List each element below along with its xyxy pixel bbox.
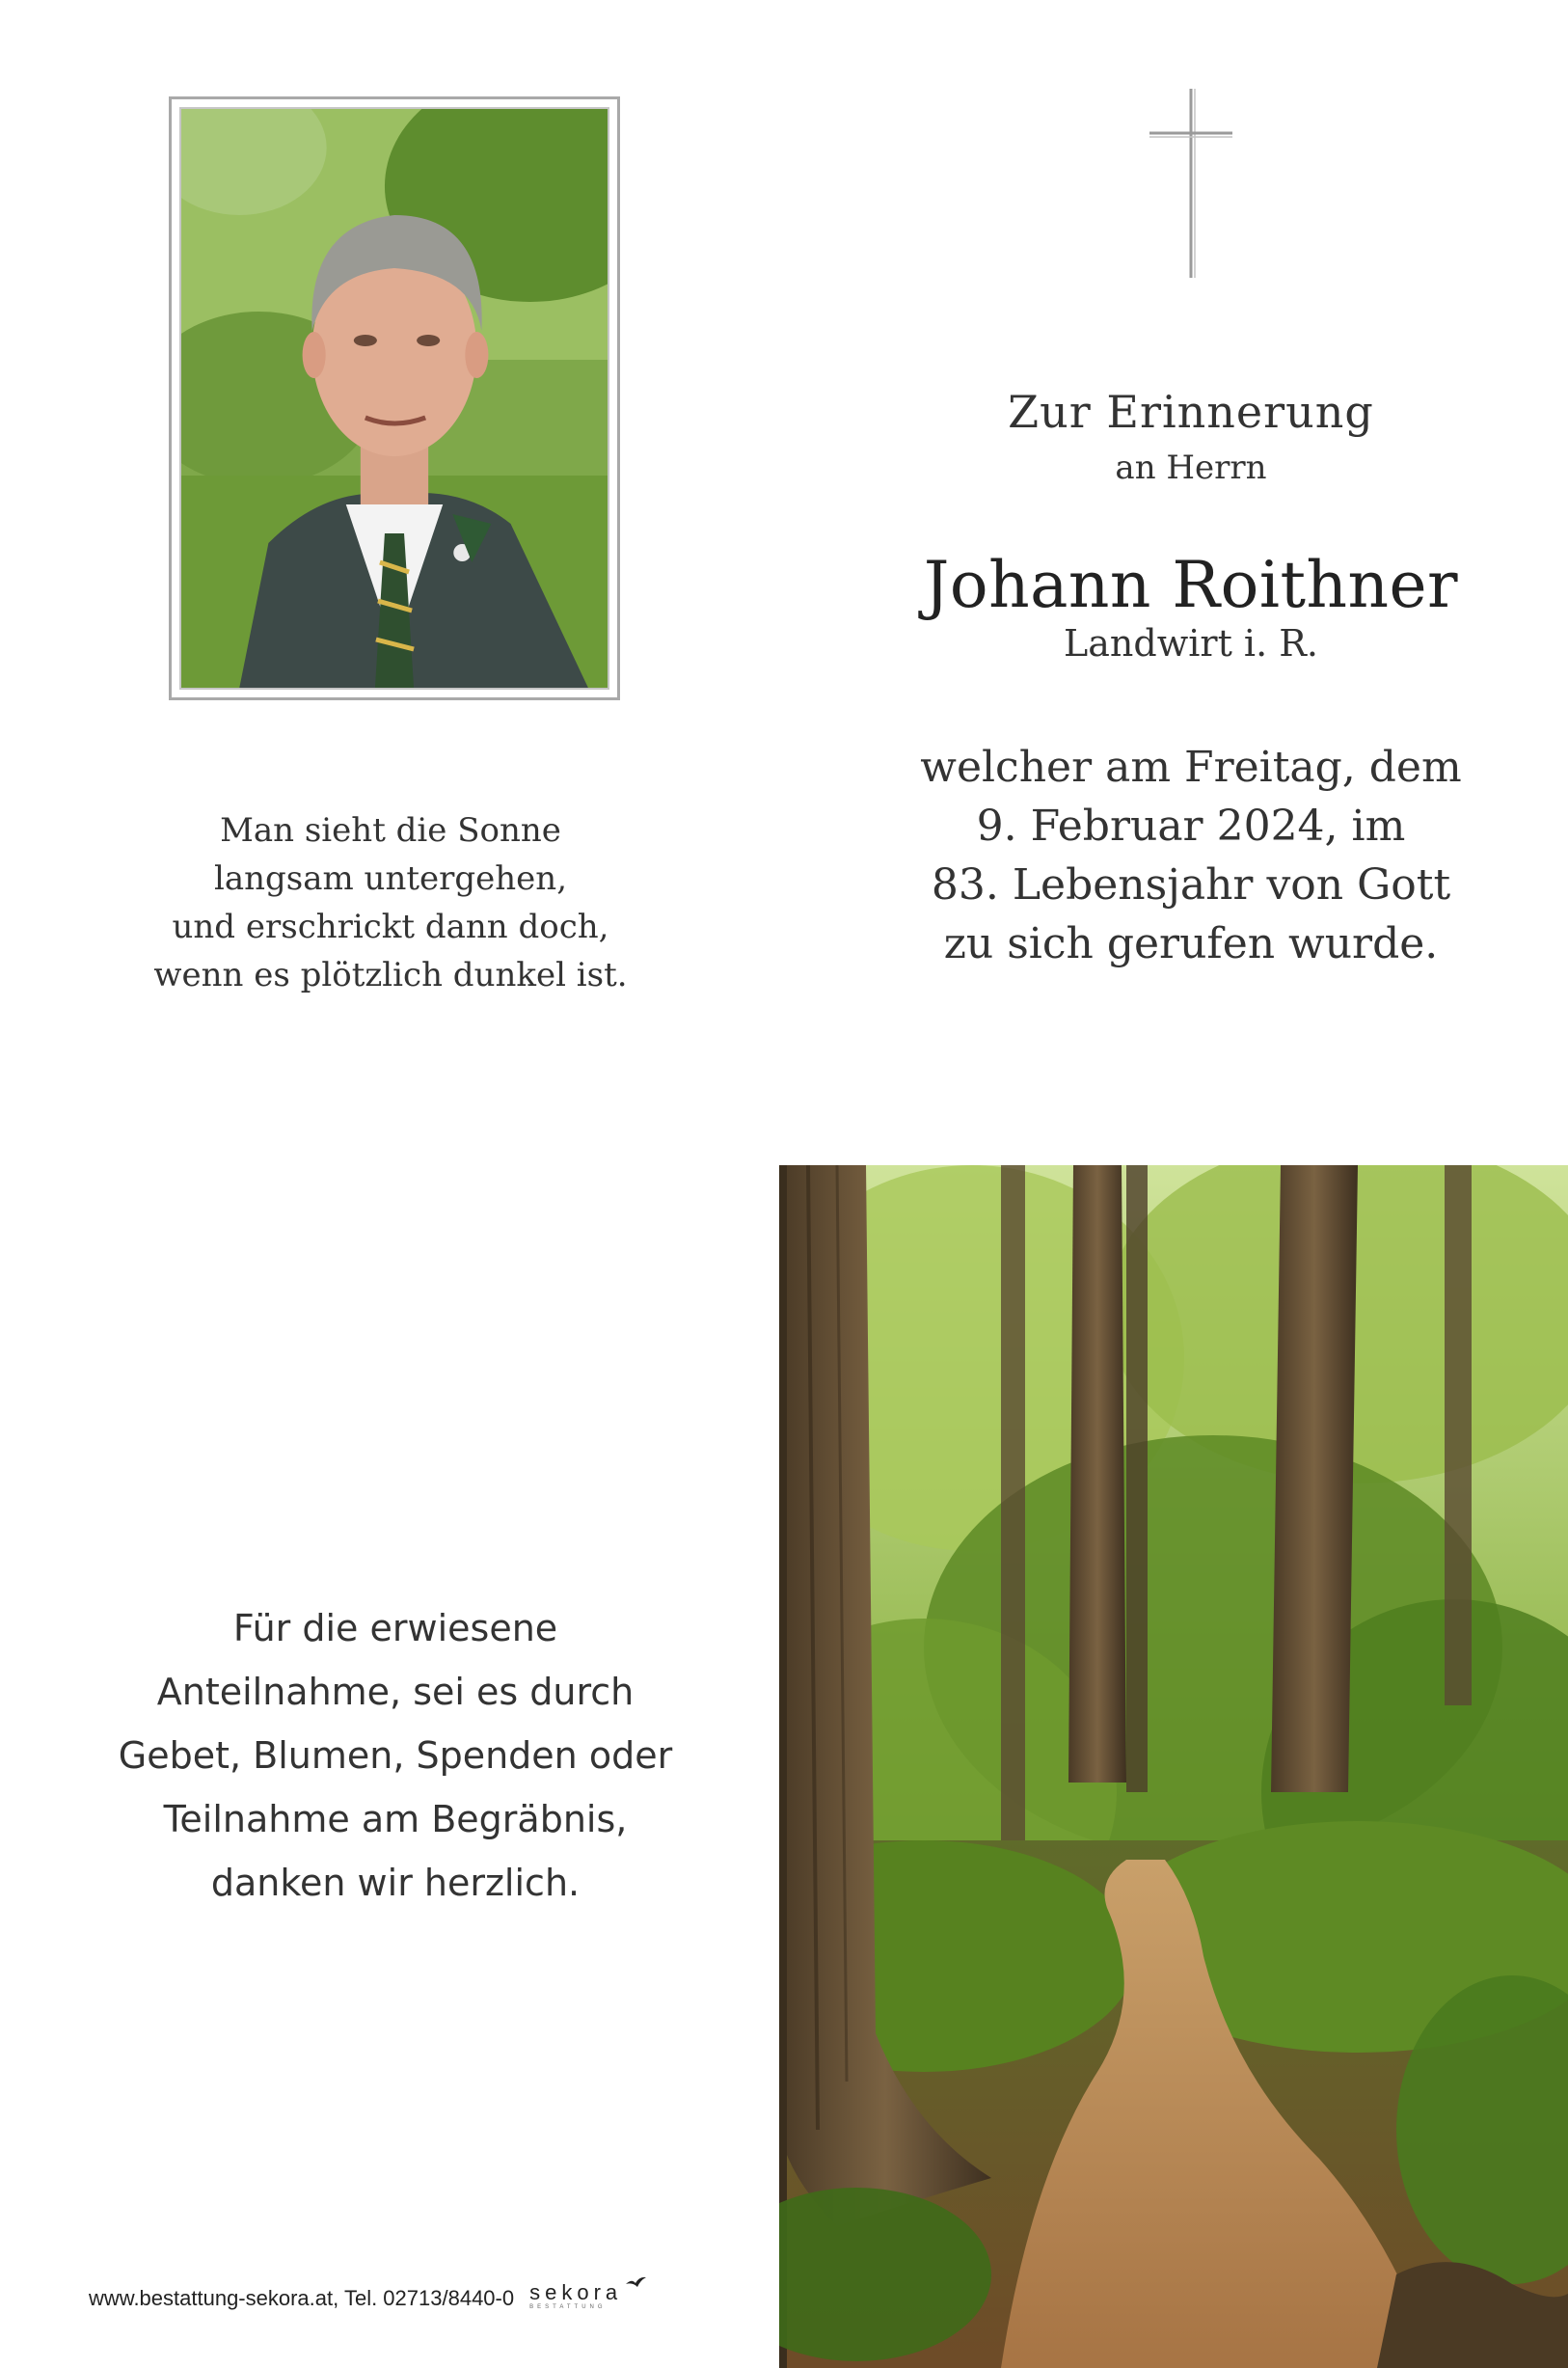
deceased-name: Johann Roithner [923, 548, 1459, 622]
portrait-frame [169, 96, 620, 700]
thanks-line: danken wir herzlich. [210, 1862, 581, 1904]
deceased-occupation: Landwirt i. R. [1064, 622, 1318, 665]
thanks-line: Teilnahme am Begräbnis, [163, 1798, 628, 1840]
thank-you-text [92, 1596, 699, 1915]
quote-line: und erschrickt dann doch, [172, 908, 609, 946]
bird-icon [624, 2274, 647, 2290]
sekora-logo [529, 2282, 622, 2311]
logo-text: sekora [529, 2280, 623, 2304]
memorial-title: Zur Erinnerung [1008, 386, 1374, 438]
death-line: welcher am Freitag, dem [920, 743, 1462, 792]
thanks-line: Gebet, Blumen, Spenden oder [118, 1734, 673, 1777]
logo-subtext: BESTATTUNG [529, 2304, 607, 2310]
quote-line: Man sieht die Sonne [220, 811, 561, 850]
quote-line: wenn es plötzlich dunkel ist. [153, 956, 628, 994]
death-line: 9. Februar 2024, im [976, 802, 1406, 851]
forest-path-image [779, 1165, 1568, 2368]
footer [89, 2282, 622, 2311]
memorial-quote [116, 806, 665, 999]
contact-info: www.bestattung-sekora.at, Tel. 02713/8440-0 [89, 2286, 515, 2310]
quote-line: langsam untergehen, [213, 859, 567, 898]
thanks-line: Für die erwiesene [232, 1607, 558, 1649]
death-line: 83. Lebensjahr von Gott [931, 860, 1451, 910]
memorial-subtitle: an Herrn [1115, 449, 1267, 487]
death-line: zu sich gerufen wurde. [943, 919, 1439, 968]
portrait-photo [179, 107, 609, 690]
thanks-line: Anteilnahme, sei es durch [156, 1671, 635, 1713]
cross-icon [1138, 87, 1244, 280]
death-notice [897, 738, 1485, 973]
portrait-illustration [181, 109, 608, 688]
